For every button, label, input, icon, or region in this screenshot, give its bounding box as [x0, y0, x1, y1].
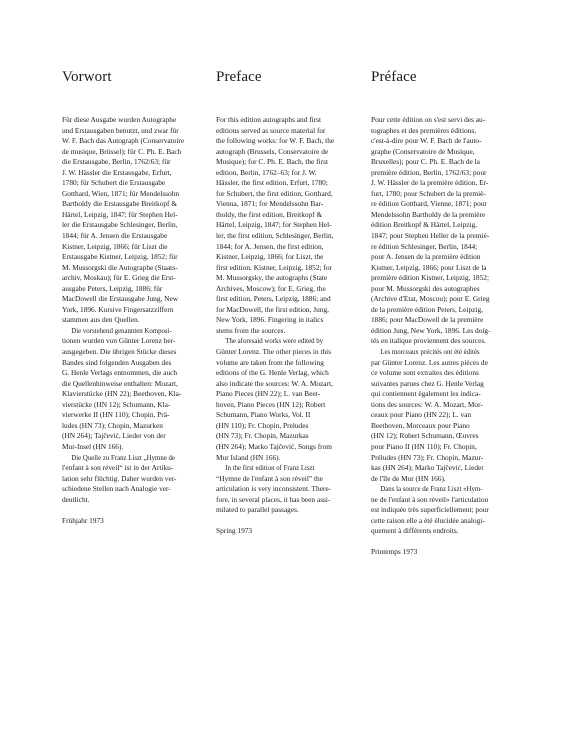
text-line: ausgabe Peters, Leipzig, 1886; für: [62, 283, 163, 293]
text-line: ne de l'enfant à son réveil» l'articulation: [371, 494, 489, 504]
text-line: édition Breitkopf & Härtel, Leipzig,: [371, 220, 478, 230]
text-line: re édition Gotthard, Vienne, 1871; pour: [371, 199, 487, 209]
date-line: Printemps 1973: [371, 547, 418, 557]
text-line: stems from the sources.: [216, 325, 286, 335]
text-line: tographes et des premières éditions,: [371, 125, 477, 135]
text-line: G. Henle Verlags entnommen, die auch: [62, 368, 178, 378]
text-line: tionen wurden von Günter Lorenz her-: [62, 336, 176, 346]
text-line: est indiquée très superficiellement; pour: [371, 505, 489, 515]
text-line: editions of the G. Henle Verlag, which: [216, 368, 329, 378]
text-line: Bartholdy die Erstausgabe Breitkopf &: [62, 199, 178, 209]
text-line: l'enfant à son réveil“ ist in der Artiku-: [62, 463, 174, 473]
text-line: cette raison elle a été élucidée analogi-: [371, 515, 485, 525]
text-line: Härtel, Leipzig, 1847; for Stephen Hel-: [216, 220, 332, 230]
text-line: Klavierstücke (HN 22); Beethoven, Kla-: [62, 389, 182, 399]
text-line: Pour cette édition on s'est servi des au-: [371, 115, 486, 124]
text-line: édition Jung, New York, 1896. Les doig-: [371, 325, 491, 335]
column-german: [62, 68, 206, 525]
text-line: W. F. Bach das Autograph (Conservatoire: [62, 136, 185, 146]
date-spacer: [371, 537, 515, 548]
text-line: c'est-à-dire pour W. F. Bach de l'auto-: [371, 136, 482, 146]
text-line: milated to parallel passages.: [216, 505, 299, 515]
text-line: York, 1896. Kursive Fingersatzziffern: [62, 304, 174, 314]
text-line: New York, 1896. Fingering in italics: [216, 315, 324, 325]
text-line: graphe (Conservatoire de Musique,: [371, 146, 475, 156]
column-english: [216, 68, 360, 536]
text-line: articulation is very inconsistent. There-: [216, 484, 332, 494]
text-french: [371, 115, 515, 558]
text-line: Hässler, the first edition, Erfurt, 1780;: [216, 178, 328, 188]
text-line: 1844; für A. Jensen die Erstausgabe: [62, 231, 168, 241]
text-line: J. W. Hässler de la première édition, Er-: [371, 178, 489, 188]
text-line: M. Mussorgski die Autographe (Staats-: [62, 262, 178, 272]
text-line: In the first edition of Franz Liszt: [225, 463, 315, 473]
text-line: (Archive d'Etat, Moscou); pour E. Grieg: [371, 294, 490, 304]
text-line: Mur-Insel (HN 166).: [62, 441, 124, 451]
text-line: Kistner, Leipzig, 1866; pour Liszt de la: [371, 262, 487, 272]
text-line: archiv, Moskau); für E. Grieg die Erst-: [62, 273, 176, 283]
text-line: Härtel, Leipzig, 1847; für Stephen Hel-: [62, 209, 178, 219]
text-line: ce volume sont extraites des éditions: [371, 368, 479, 378]
text-line: Mendelssohn Bartholdy de la première: [371, 209, 486, 219]
text-line: Archives, Moscow); for E. Grieg, the: [216, 283, 326, 293]
text-line: Kistner, Leipzig, 1866; for Liszt, the: [216, 252, 324, 262]
text-line: (HN 73); Fr. Chopin, Mazurkas: [216, 431, 309, 441]
text-line: first edition, Peters, Leipzig, 1886; and: [216, 294, 331, 304]
text-line: Préludes (HN 73); Fr. Chopin, Mazur-: [371, 452, 484, 462]
text-line: For this edition autographs and first: [216, 115, 322, 124]
text-line: ludes (HN 73); Chopin, Mazurken: [62, 420, 163, 430]
date-spacer: [62, 505, 206, 516]
text-line: the following works: for W. F. Bach, the: [216, 136, 335, 146]
text-line: Die vorstehend genannten Komposi-: [71, 325, 172, 335]
text-line: hoven, Piano Pieces (HN 12); Robert: [216, 399, 326, 409]
text-line: Günter Lorenz. The other pieces in this: [216, 347, 332, 357]
text-line: ler die Erstausgabe Schlesinger, Berlin,: [62, 220, 178, 230]
heading-german: Vorwort: [62, 69, 112, 85]
text-line: 1780; für Schubert die Erstausgabe: [62, 178, 166, 188]
text-line: pour Piano II (HN 110); Fr. Chopin,: [371, 441, 477, 451]
text-line: stammen aus den Quellen.: [62, 315, 140, 325]
text-line: Les morceaux précités ont été édités: [380, 347, 480, 357]
text-line: lation sehr flüchtig. Daher wurden ver-: [62, 473, 177, 483]
date-spacer: [216, 516, 360, 527]
text-line: Piano Pieces (HN 22); L. van Beet-: [216, 389, 321, 399]
text-line: Kistner, Leipzig, 1866; für Liszt die: [62, 241, 168, 251]
text-line: Dans la source de Franz Liszt «Hym-: [380, 484, 483, 494]
text-line: de l'île de Mur (HN 166).: [371, 473, 446, 483]
text-line: qui contiennent également les indica-: [371, 389, 481, 399]
text-line: (HN 264); Tajčević, Lieder von der: [62, 431, 166, 441]
text-line: editions served as source material for: [216, 125, 326, 135]
text-line: MacDowell die Erstausgabe Jung, New: [62, 294, 179, 304]
text-line: volume are taken from the following: [216, 357, 324, 367]
text-line: pour A. Jensen de la première édition: [371, 252, 481, 262]
text-line: de la première édition Peters, Leipzig,: [371, 304, 483, 314]
text-line: vierwerke II (HN 110); Chopin, Prä-: [62, 410, 170, 420]
text-line: The aforesaid works were edited by: [225, 336, 324, 346]
text-line: furt, 1780; pour Schubert de la premiè-: [371, 188, 486, 198]
text-line: ceaux pour Piano (HN 22); L. van: [371, 410, 472, 420]
text-line: for Schubert, the first edition, Gotthard,: [216, 188, 333, 198]
text-line: edition, Berlin, 1762–63; for J. W.: [216, 167, 317, 177]
text-line: quement à différents endroits.: [371, 526, 459, 536]
text-line: re édition Schlesinger, Berlin, 1844;: [371, 241, 478, 251]
text-line: also indicate the sources: W. A. Mozart,: [216, 378, 333, 388]
text-line: Gotthard, Wien, 1871; für Mendelssohn: [62, 188, 180, 198]
text-english: [216, 115, 360, 537]
heading-french: Préface: [371, 69, 417, 85]
text-line: vierstücke (HN 12); Schumann, Kla-: [62, 399, 171, 409]
text-line: Erstausgabe Kistner, Leipzig, 1852; für: [62, 252, 178, 262]
text-line: Beethoven, Morceaux pour Piano: [371, 420, 470, 430]
text-line: first edition, Kistner, Leipzig, 1852; for: [216, 262, 332, 272]
text-line: schiedene Stellen nach Analogie ver-: [62, 484, 171, 494]
text-line: première édition Kistner, Leipzig, 1852;: [371, 273, 489, 283]
text-line: die Erstausgabe, Berlin, 1762/63; für: [62, 157, 171, 167]
text-line: première édition, Berlin, 1762/63; pour: [371, 167, 487, 177]
text-line: Bruxelles); pour C. Ph. E. Bach de la: [371, 157, 480, 167]
text-line: par Günter Lorenz. Les autres pièces de: [371, 357, 488, 367]
text-line: fore, in several places, it has been assi-: [216, 494, 331, 504]
text-line: ler, the first edition, Schlesinger, Berlin,: [216, 231, 334, 241]
text-line: Die Quelle zu Franz Liszt „Hymne de: [71, 452, 175, 462]
text-line: tés en italique proviennent des sources.: [371, 336, 487, 346]
text-german: [62, 115, 206, 526]
text-line: (HN 110); Fr. Chopin, Preludes: [216, 420, 309, 430]
text-line: tholdy, the first edition, Breitkopf &: [216, 209, 323, 219]
text-line: de musique, Brüssel); für C. Ph. E. Bach: [62, 146, 182, 156]
text-line: for MacDowell, the first edition, Jung,: [216, 304, 329, 314]
text-line: tions des sources: W. A. Mozart, Mor-: [371, 399, 483, 409]
date-line: Frühjahr 1973: [62, 515, 104, 525]
text-line: 1847; pour Stephen Heller de la premiè-: [371, 231, 490, 241]
text-line: Bandes sind folgenden Ausgaben des: [62, 357, 172, 367]
text-line: (HN 12); Robert Schumann, Œuvres: [371, 431, 479, 441]
text-line: (HN 264); Marko Tajčević, Songs from: [216, 441, 333, 451]
text-line: J. W. Hässler die Erstausgabe, Erfurt,: [62, 167, 172, 177]
text-line: Vienna, 1871; for Mendelssohn Bar-: [216, 199, 324, 209]
text-line: ausgegeben. Die übrigen Stücke dieses: [62, 347, 177, 357]
text-line: M. Mussorgsky, the autographs (State: [216, 273, 328, 283]
text-line: Für diese Ausgabe wurden Autographe: [62, 115, 177, 124]
text-line: pour M. Mussorgski des autographes: [371, 283, 480, 293]
text-line: 1844; for A. Jensen, the first edition,: [216, 241, 324, 251]
date-line: Spring 1973: [216, 526, 253, 536]
text-line: deutlicht.: [62, 494, 90, 504]
text-line: Musique); for C. Ph. E. Bach, the first: [216, 157, 328, 167]
text-line: suivantes parues chez G. Henle Verlag: [371, 378, 484, 388]
text-line: Mur Island (HN 166).: [216, 452, 281, 462]
heading-english: Preface: [216, 69, 262, 85]
text-line: 1886; pour MacDowell de la première: [371, 315, 484, 325]
column-french: [371, 68, 515, 557]
text-line: “Hymne de l'enfant à son réveil” the: [216, 473, 323, 483]
text-line: autograph (Brussels, Conservatoire de: [216, 146, 329, 156]
text-line: kas (HN 264); Marko Tajčević, Lieder: [371, 463, 484, 473]
text-line: die Quellenhinweise enthalten: Mozart,: [62, 378, 178, 388]
text-line: und Erstausgaben benutzt, und zwar für: [62, 125, 179, 135]
text-line: Schumann, Piano Works, Vol. II: [216, 410, 311, 420]
